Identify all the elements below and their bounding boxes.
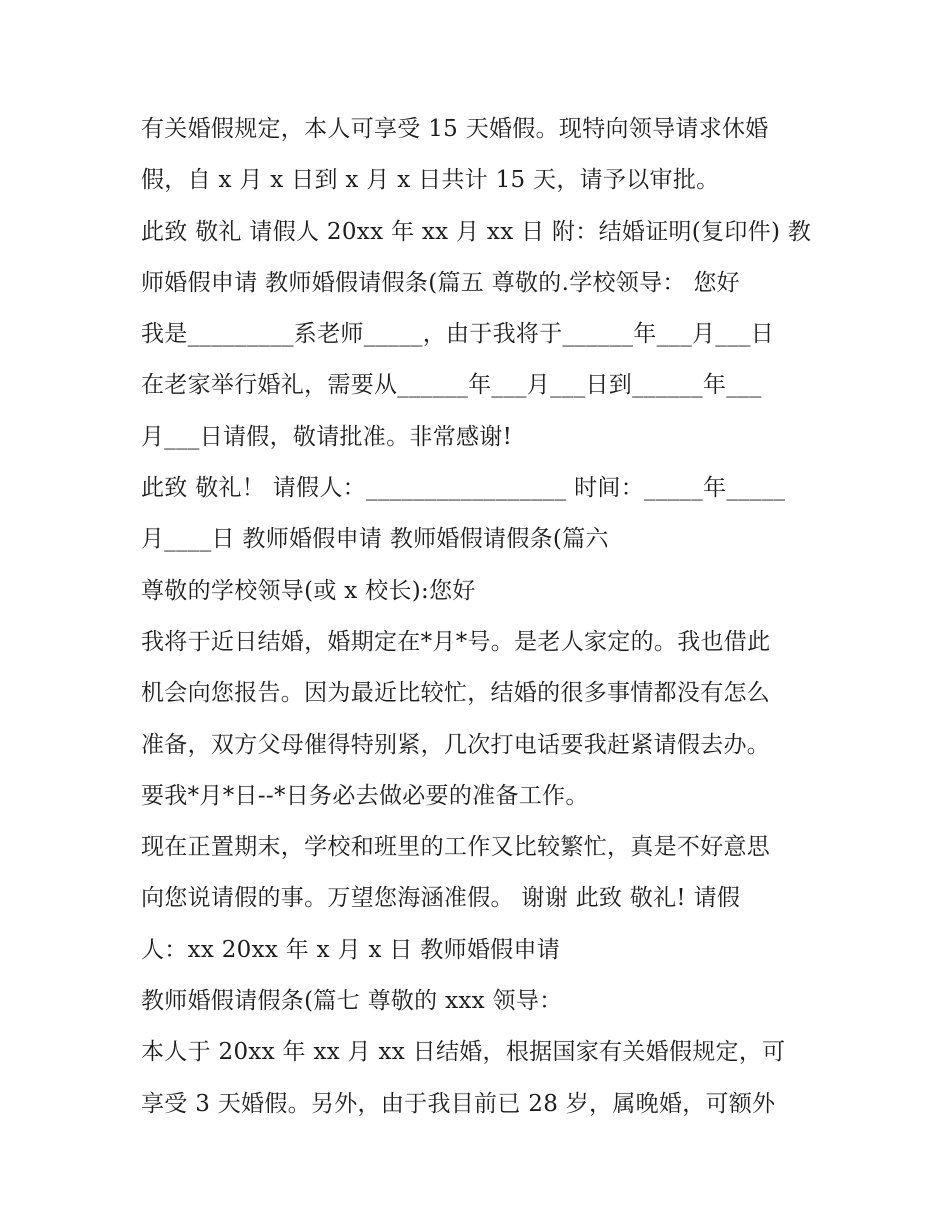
text-line: 假，自 x 月 x 日到 x 月 x 日共计 15 天，请予以审批。 — [141, 167, 720, 194]
text-line: 教师婚假请假条(篇七 尊敬的 xxx 领导： — [141, 988, 563, 1015]
text-line: 准备，双方父母催得特别紧，几次打电话要我赶紧请假去办。 — [141, 731, 771, 758]
text-line: 我是_________系老师_____，由于我将于______年___月___日 — [141, 321, 774, 348]
text-line: 要我*月*日--*日务必去做必要的准备工作。 — [141, 782, 589, 809]
text-line: 此致 敬礼 请假人 20xx 年 xx 月 xx 日 附：结婚证明(复印件) 教 — [141, 218, 812, 245]
text-line: 本人于 20xx 年 xx 月 xx 日结婚，根据国家有关婚假规定，可 — [141, 1039, 786, 1066]
text-line: 我将于近日结婚，婚期定在*月*号。是老人家定的。我也借此 — [141, 628, 771, 655]
text-line: 现在正置期末，学校和班里的工作又比较繁忙，真是不好意思 — [141, 834, 771, 861]
text-line: 人：xx 20xx 年 x 月 x 日 教师婚假申请 — [141, 936, 561, 963]
text-line: 师婚假申请 教师婚假请假条(篇五 尊敬的.学校领导： 您好 — [141, 269, 740, 296]
text-line: 尊敬的学校领导(或 x 校长):您好 — [141, 577, 476, 604]
text-line: 月____日 教师婚假申请 教师婚假请假条(篇六 — [141, 526, 609, 553]
text-line: 享受 3 天婚假。另外，由于我目前已 28 岁，属晚婚，可额外 — [141, 1090, 776, 1117]
text-line: 此致 敬礼！ 请假人：_________________ 时间：_____年_____ — [141, 475, 786, 502]
text-line: 向您说请假的事。万望您海涵准假。 谢谢 此致 敬礼! 请假 — [141, 885, 741, 912]
text-line: 机会向您报告。因为最近比较忙，结婚的很多事情都没有怎么 — [141, 680, 771, 707]
text-line: 在老家举行婚礼，需要从______年___月___日到______年___ — [141, 372, 762, 399]
document-body — [141, 104, 821, 1130]
text-line: 月___日请假，敬请批准。非常感谢! — [141, 423, 513, 450]
text-line: 有关婚假规定，本人可享受 15 天婚假。现特向领导请求休婚 — [141, 116, 769, 142]
